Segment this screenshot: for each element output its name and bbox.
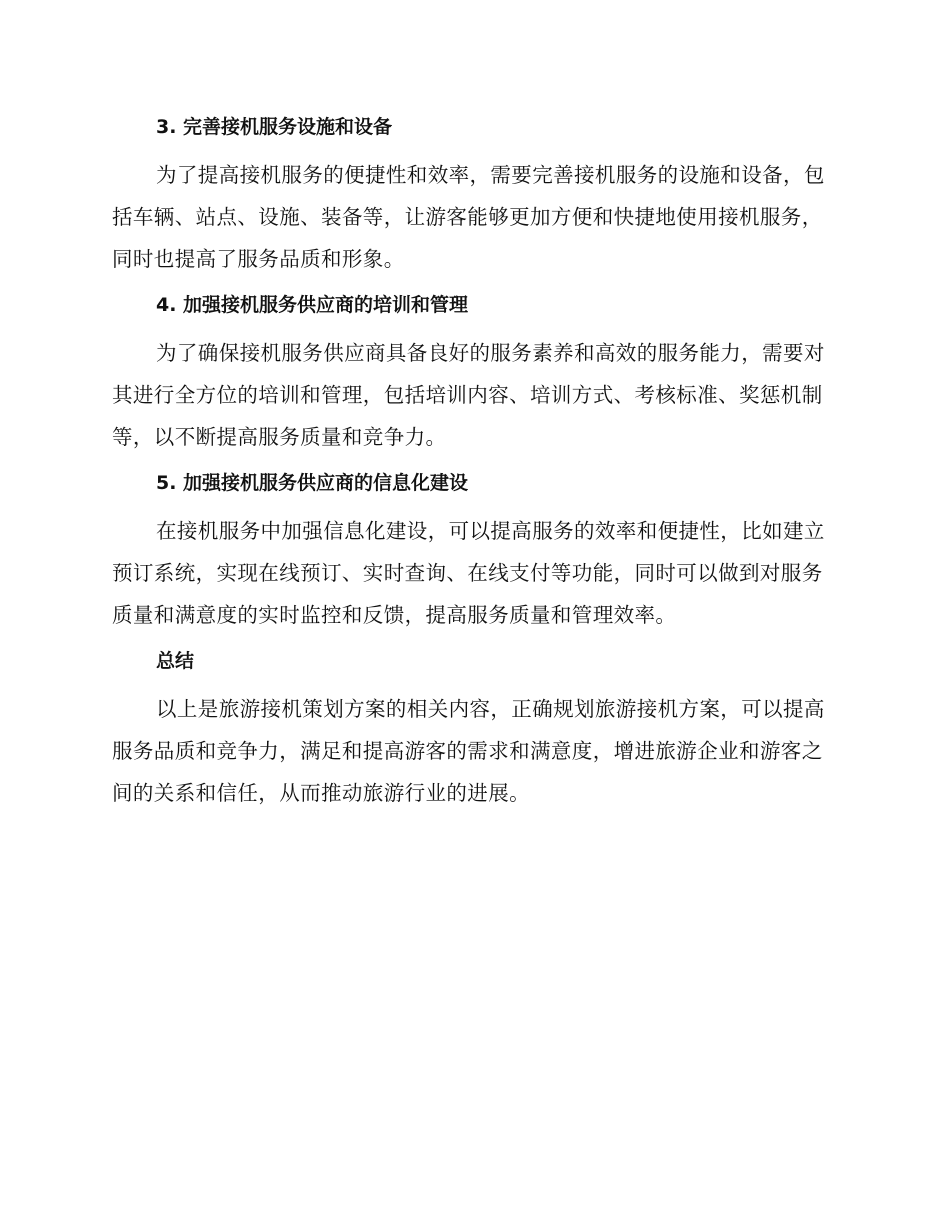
- section-facilities: [112, 110, 832, 280]
- section-heading: 3. 完善接机服务设施和设备: [156, 116, 393, 138]
- section-heading: 总结: [156, 650, 195, 672]
- section-paragraph: 为了提高接机服务的便捷性和效率，需要完善接机服务的设施和设备，包括车辆、站点、设施、装备等，让游客能够更加方便和快捷地使用接机服务，同时也提高了服务品质和形象。: [112, 163, 825, 271]
- section-paragraph: 在接机服务中加强信息化建设，可以提高服务的效率和便捷性，比如建立预订系统，实现在线预订、实时查询、在线支付等功能，同时可以做到对服务质量和满意度的实时监控和反馈，提高服务质量和管理效率。: [112, 519, 825, 627]
- section-heading: 5. 加强接机服务供应商的信息化建设: [156, 472, 469, 494]
- document-content: [112, 110, 832, 822]
- section-paragraph: 以上是旅游接机策划方案的相关内容，正确规划旅游接机方案，可以提高服务品质和竞争力，满足和提高游客的需求和满意度，增进旅游企业和游客之间的关系和信任，从而推动旅游行业的进展。: [112, 697, 825, 805]
- section-paragraph: 为了确保接机服务供应商具备良好的服务素养和高效的服务能力，需要对其进行全方位的培训和管理，包括培训内容、培训方式、考核标准、奖惩机制等，以不断提高服务质量和竞争力。: [112, 341, 825, 449]
- section-supplier-training: [112, 288, 832, 458]
- section-summary: [112, 644, 832, 814]
- section-heading: 4. 加强接机服务供应商的培训和管理: [156, 294, 469, 316]
- section-supplier-informatization: [112, 466, 832, 636]
